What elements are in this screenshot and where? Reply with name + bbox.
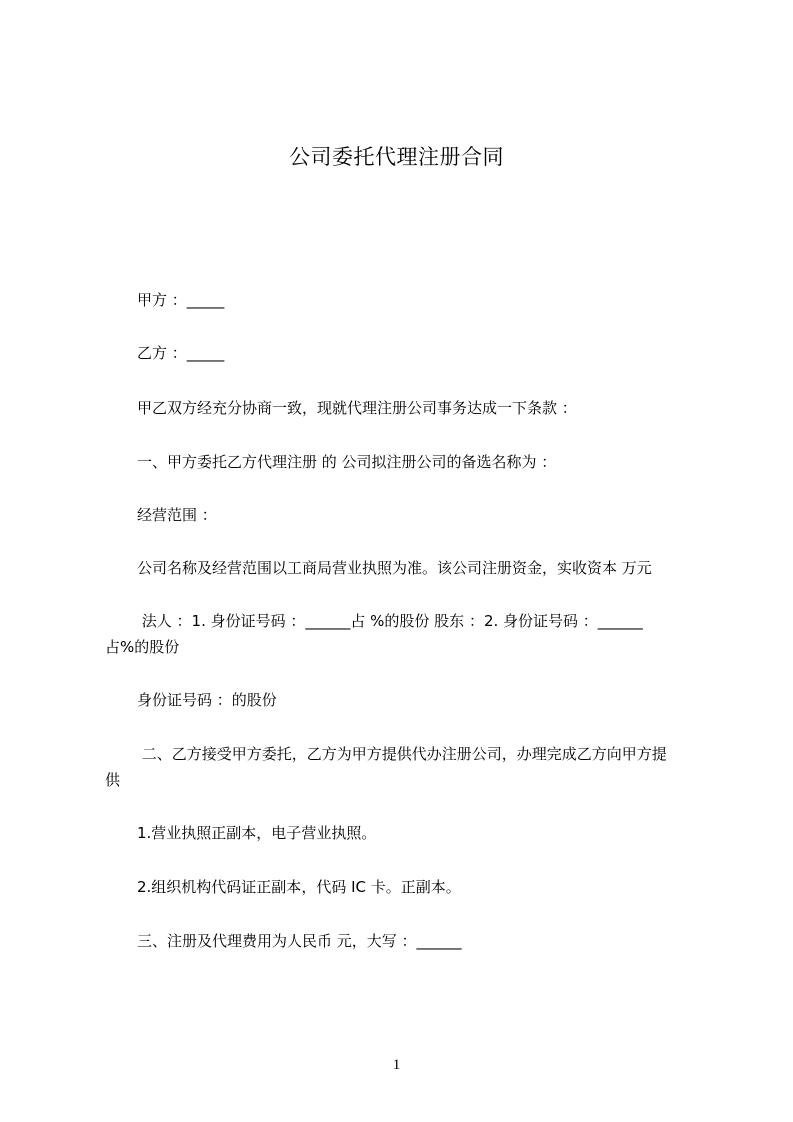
item-1-line (105, 820, 705, 846)
intro-paragraph (105, 395, 705, 421)
party-b-line (105, 340, 705, 366)
id-number-text: 身份证号码 ：的股份 (137, 691, 277, 709)
party-a-text: 甲方 ：_____ (137, 291, 225, 309)
party-a-line (105, 287, 705, 313)
clause-1-text: 一、甲方委托乙方代理注册 的 公司拟注册公司的备选名称为 ： (137, 453, 557, 471)
business-scope-line (105, 502, 705, 528)
clause-2-line-1 (105, 741, 705, 767)
shareholders-line-1 (105, 608, 705, 634)
clause-2-paragraph (105, 741, 705, 793)
name-scope-text: 公司名称及经营范围以工商局营业执照为准。该公司注册资金，实收资本 万元 (137, 559, 652, 577)
item-2-line (105, 874, 705, 900)
document-title: 公司委托代理注册合同 (289, 145, 504, 169)
shareholders-text-1: 法人 ：1. 身份证号码 ：______占 %的股份 股东 ：2. 身份证号码 ：______ (137, 612, 643, 630)
clause-2-text-1: 二、乙方接受甲方委托，乙方为甲方提供代办注册公司，办理完成乙方向甲方提 (137, 745, 667, 763)
clause-3-text: 三、注册及代理费用为人民币 元，大写 ：______ (137, 932, 462, 950)
item-2-text: 2.组织机构代码证正副本，代码 IC 卡。正副本。 (137, 878, 461, 896)
intro-text: 甲乙双方经充分协商一致，现就代理注册公司事务达成一下条款 ： (137, 399, 577, 417)
shareholders-line-2 (105, 634, 705, 660)
clause-3-paragraph (105, 928, 705, 954)
clause-1-paragraph (105, 449, 705, 475)
name-scope-paragraph (105, 555, 705, 581)
page-number: 1 (392, 1057, 401, 1073)
clause-2-text-2: 供 (105, 771, 121, 789)
business-scope-text: 经营范围 ： (137, 506, 217, 524)
id-number-line (105, 687, 705, 713)
shareholders-text-2: 占%的股份 (105, 638, 180, 656)
clause-2-line-2 (105, 767, 705, 793)
shareholders-paragraph (105, 608, 705, 660)
party-b-text: 乙方 ：_____ (137, 344, 225, 362)
item-1-text: 1.营业执照正副本，电子营业执照。 (137, 824, 377, 842)
